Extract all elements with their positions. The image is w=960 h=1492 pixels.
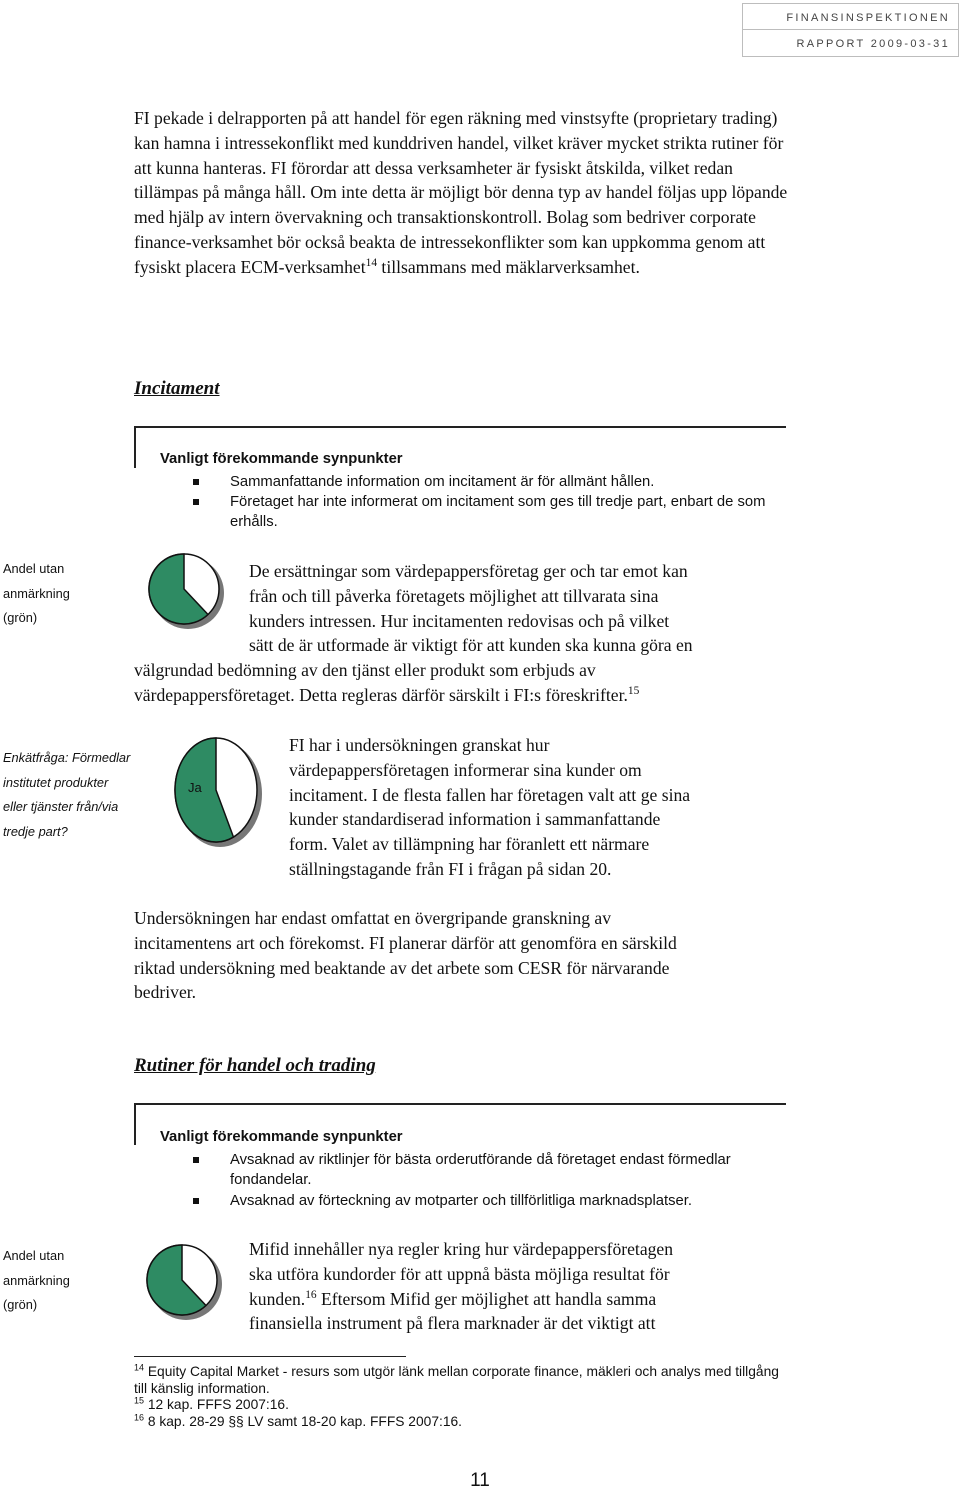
page-number: 11 xyxy=(470,1470,490,1491)
footnote-ref-14[interactable]: 14 xyxy=(365,256,378,269)
finding-item: Avsaknad av riktlinjer för bästa orderutförande då företaget endast förmedlar fondandelar. xyxy=(230,1152,731,1188)
finding-item: Avsaknad av förteckning av motparter och tillförlitliga marknadsplatser. xyxy=(230,1193,692,1209)
bullet-icon xyxy=(193,479,199,485)
margin-note-share-green: Andel utan anmärkning (grön) xyxy=(3,1248,70,1312)
section-heading-rutiner: Rutiner för handel och trading xyxy=(134,1055,376,1076)
section-heading-incitament: Incitament xyxy=(134,378,220,399)
bullet-icon xyxy=(193,1198,199,1204)
footnote-ref-16[interactable]: 16 xyxy=(305,1288,317,1301)
footnote-ref-15[interactable]: 15 xyxy=(627,684,640,697)
margin-note-share-green: Andel utan anmärkning (grön) xyxy=(3,561,70,625)
survey-pie-chart xyxy=(172,732,264,850)
header-divider xyxy=(742,29,959,30)
footnote-separator xyxy=(134,1356,406,1357)
header-org: FINANSINSPEKTIONEN xyxy=(786,12,950,24)
findings-box-title: Vanligt förekommande synpunkter xyxy=(160,451,403,467)
incitament-closing-paragraph: Undersökningen har endast omfattat en övergripande granskning av incitamentens art och förekomst. FI planerar därför att genomföra en särskild riktad undersökning med beaktande av det arbete som CESR för närvarande bedriver. xyxy=(134,908,677,1003)
intro-paragraph: FI pekade i delrapporten på att handel för egen räkning med vinstsyfte (proprietary trading) kan hamna i intressekonflikt med kunddriven handel, vilket kräver mycket strikta rutiner för att kunna hanteras. FI förordar att dessa verksamheter är fysiskt åtskilda, vilket redan tillämpas på många håll. Om inte detta är möjligt bör denna typ av handel följas upp löpande med hjälp av intern övervakning och transaktionskontroll. Bolag som bedriver corporate finance-verksamhet bör också beakta de intressekonflikter som kan uppkomma genom att fysiskt placera ECM-verksamhet$^{14}$ tillsammans med mäklarverksamhet. xyxy=(134,108,788,277)
incitament-paragraph-tail: välgrundad bedömning av den tjänst eller produkt som erbjuds av värdepappersföretaget. Detta regleras därför särskilt i FI:s föreskrifter.$^{15}$ xyxy=(134,660,640,705)
margin-note-survey-question: Enkätfråga: Förmedlar institutet produkter eller tjänster från/via tredje part? xyxy=(3,750,131,839)
rutiner-paragraph: Mifid innehåller nya regler kring hur värdepappersföretagen ska utföra kundorder för att uppnå bästa möjliga resultat för kunden.$^{16}$ Eftersom Mifid ger möjlighet att handla samma finansiella instrument på flera marknader är det viktigt att xyxy=(249,1239,674,1334)
header-report-date: RAPPORT 2009-03-31 xyxy=(796,38,950,50)
findings-box-title: Vanligt förekommande synpunkter xyxy=(160,1129,403,1145)
footnote-14: $^{14}$ Equity Capital Market - resurs som utgör länk mellan corporate finance, mäkleri och analys med tillgång till känslig information. xyxy=(134,1362,779,1396)
findings-box-top-border xyxy=(134,426,786,428)
findings-box-left-border xyxy=(134,426,136,468)
bullet-icon xyxy=(193,499,199,505)
findings-box-top-border xyxy=(134,1103,786,1105)
survey-paragraph: FI har i undersökningen granskat hur värdepappersföretagen informerar sina kunder om incitament. I de flesta fallen har företagen valt att ge sina kunder standardiserad information i sammanfattande form. Valet av tillämpning har föranlett ett närmare ställningstagande från FI i frågan på sidan 20. xyxy=(289,735,691,879)
findings-box-left-border xyxy=(134,1103,136,1145)
survey-pie-label: Ja xyxy=(188,780,202,795)
incitament-paragraph-head: De ersättningar som värdepappersföretag ger och tar emot kan från och till påverka företagets möjlighet att tillvarata sina kunders intressen. Hur incitamenten redovisas och på vilket sätt de är utformade är viktigt för att kunden ska kunna göra en xyxy=(249,561,693,656)
bullet-icon xyxy=(193,1157,199,1163)
finding-item: Företaget har inte informerat om incitament som ges till tredje part, enbart de som erhålls. xyxy=(230,494,766,530)
share-pie-chart xyxy=(148,553,226,631)
footnote-16: $^{16}$ 8 kap. 28-29 §§ LV samt 18-20 kap. FFFS 2007:16. xyxy=(134,1412,463,1429)
share-pie-chart xyxy=(146,1244,224,1322)
footnote-15: $^{15}$ 12 kap. FFFS 2007:16. xyxy=(134,1395,289,1412)
finding-item: Sammanfattande information om incitament är för allmänt hållen. xyxy=(230,474,655,490)
